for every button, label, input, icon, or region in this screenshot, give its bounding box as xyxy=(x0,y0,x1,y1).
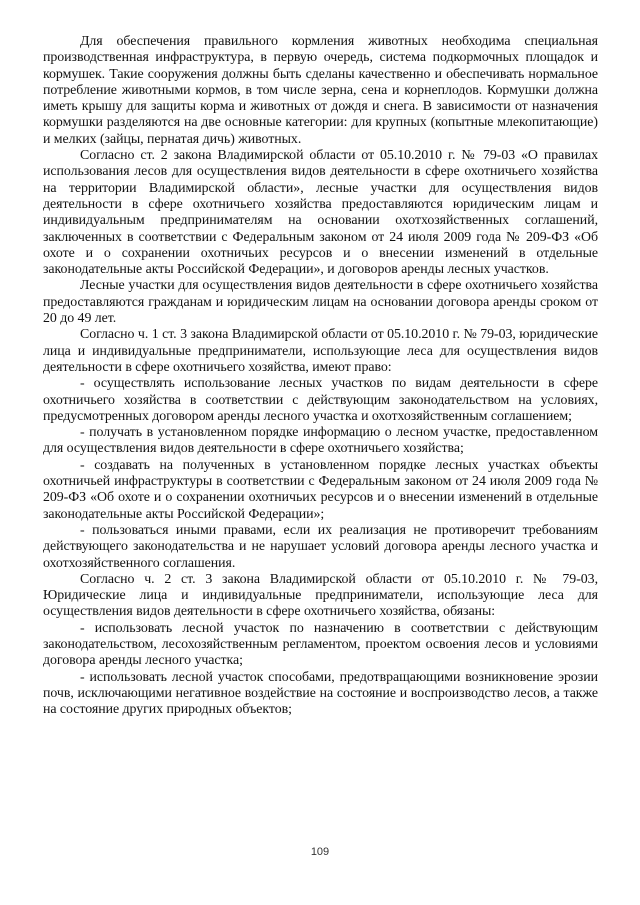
list-item-duty-1: - использовать лесной участок по назначению в соответствии с действующим законодательством, лесохозяйственным регламентом, проектом освоения лесов и условиями договора аренды лесного участка; xyxy=(43,620,598,669)
page-number: 109 xyxy=(310,846,330,858)
paragraph-rights-intro: Согласно ч. 1 ст. 3 закона Владимирской области от 05.10.2010 г. № 79-03, юридические лица и индивидуальные предприниматели, использующие леса для осуществления видов деятельности в сфере охотничьего хозяйства, имеют право: xyxy=(43,327,598,375)
paragraph-duties-intro: Согласно ч. 2 ст. 3 закона Владимирской области от 05.10.2010 г. № 79-03, Юридические лица и индивидуальные предприниматели, использующие леса для осуществления видов деятельности в сфере охотничьего хозяйства, обязаны: xyxy=(43,571,598,620)
list-item-duty-2: - использовать лесной участок способами, предотвращающими возникновение эрозии почв, исключающими негативное воздействие на состояние и воспроизводство лесов, а также на состояние других природных объектов; xyxy=(43,669,598,718)
paragraph-article-2: Согласно ст. 2 закона Владимирской области от 05.10.2010 г. № 79-03 «О правилах использования лесов для осуществления видов деятельности в сфере охотничьего хозяйства на территории Владимирской области», лесные участки для осуществления видов деятельности в сфере охотничьего хозяйства предоставляются юридическим лицам и индивидуальным предпринимателям на основании охотхозяйственных соглашений, заключенных в соответствии с Федеральным законом от 24 июля 2009 года № 209-ФЗ «Об охоте и о сохранении охотничьих ресурсов и о внесении изменений в отдельные законодательные акты Российской Федерации», и договоров аренды лесных участков. xyxy=(43,148,598,278)
paragraph-feeders: Для обеспечения правильного кормления животных необходима специальная производственная инфраструктура, в первую очередь, система подкормочных площадок и кормушек. Такие сооружения должны быть сделаны качественно и обеспечивать нормальное потребление животными кормов, в том числе зерна, сена и корнеплодов. Кормушки должна иметь крышу для защиты корма и животных от дождя и снега. В зависимости от назначения кормушки разделяются на две основные категории: для крупных (копытные млекопитающие) и мелких (зайцы, пернатая дичь) животных. xyxy=(43,34,598,147)
paragraph-lease-term: Лесные участки для осуществления видов деятельности в сфере охотничьего хозяйства предоставляются гражданам и юридическим лицам на основании договора аренды сроком от 20 до 49 лет. xyxy=(43,278,598,327)
list-item-right-1: - осуществлять использование лесных участков по видам деятельности в сфере охотничьего хозяйства в соответствии с действующим законодательством на условиях, предусмотренных договором аренды лесного участка и охотхозяйственным соглашением; xyxy=(43,376,598,424)
list-item-right-2: - получать в установленном порядке информацию о лесном участке, предоставленном для осуществления видов деятельности в сфере охотничьего хозяйства; xyxy=(43,425,598,457)
document-body xyxy=(43,34,598,718)
list-item-right-4: - пользоваться иными правами, если их реализация не противоречит требованиям действующего законодательства и не нарушает условий договора аренды лесного участка и охотхозяйственного соглашения. xyxy=(43,522,598,571)
list-item-right-3: - создавать на полученных в установленном порядке лесных участках объекты охотничьей инфраструктуры в соответствии с Федеральным законом от 24 июля 2009 года № 209-ФЗ «Об охоте и о сохранении охотничьих ресурсов и о внесении изменений в отдельные законодательные акты Российской Федерации»; xyxy=(43,457,598,522)
